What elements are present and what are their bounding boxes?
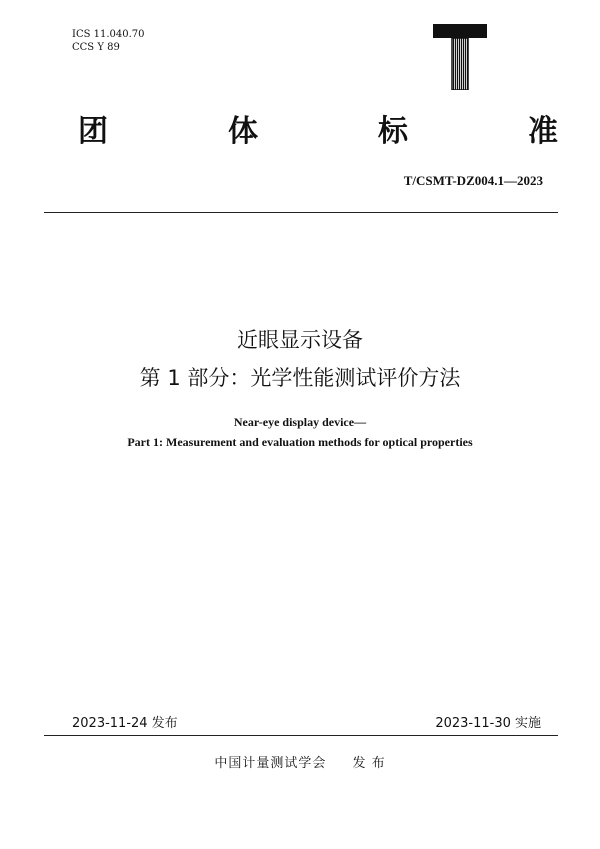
doc-type-char: 体	[228, 114, 258, 149]
standard-type-logo	[433, 24, 487, 90]
standard-number: T/CSMT-DZ004.1—2023	[403, 173, 543, 188]
t-letter-icon	[433, 24, 487, 90]
ccs-code: CCS Y 89	[72, 42, 120, 53]
title-chinese-part: 第 1 部分：光学性能测试评价方法	[139, 366, 461, 390]
classification-codes	[72, 28, 145, 54]
top-divider	[44, 212, 558, 213]
title-chinese-main: 近眼显示设备	[237, 328, 363, 352]
doc-type-char: 团	[78, 114, 108, 149]
publisher-line	[0, 752, 600, 771]
publisher-name: 中国计量测试学会	[214, 756, 327, 771]
title-english-main: Near-eye display device—	[233, 415, 367, 429]
title-english-part: Part 1: Measurement and evaluation methods for optical properties	[127, 435, 473, 449]
implementation-date: 2023-11-30 实施	[435, 716, 541, 731]
doc-type-char: 准	[528, 114, 558, 149]
doc-type-char: 标	[378, 114, 408, 149]
issue-date: 2023-11-24 发布	[72, 716, 178, 731]
ics-code: ICS 11.040.70	[72, 29, 145, 40]
publisher-action: 发 布	[352, 756, 386, 771]
bottom-divider	[44, 735, 558, 736]
document-type-heading	[78, 112, 558, 152]
